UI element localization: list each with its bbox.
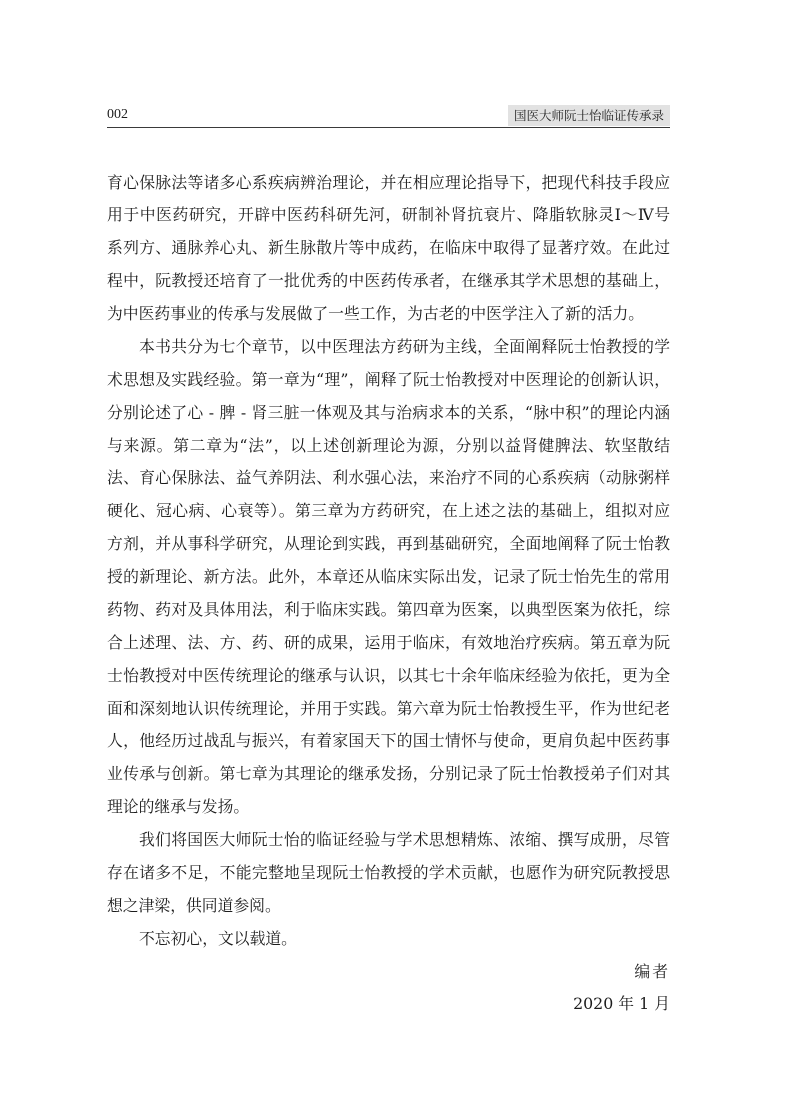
paragraph-3 <box>107 824 670 923</box>
paragraph-2 <box>107 331 670 824</box>
page-number: 002 <box>107 107 128 122</box>
paragraph-line: 业传承与创新。第七章为其理论的继承发扬，分别记录了阮士怡教授弟子们对其 <box>107 764 670 784</box>
paragraph-line: 我们将国医大师阮士怡的临证经验与学术思想精炼、浓缩、撰写成册，尽管 <box>139 830 670 849</box>
paragraph-line: 与来源。第二章为“法”，以上述创新理论为源，分别以益肾健脾法、软坚散结 <box>107 435 670 455</box>
paragraph-line: 为中医药事业的传承与发展做了一些工作，为古老的中医学注入了新的活力。 <box>107 304 645 323</box>
paragraph-line: 合上述理、法、方、药、研的成果，运用于临床，有效地治疗疾病。第五章为阮 <box>107 632 670 652</box>
signature-date: 2020 年 1 月 <box>573 994 670 1014</box>
paragraph-1 <box>107 167 670 331</box>
header-rule <box>107 127 670 128</box>
paragraph-line: 本书共分为七个章节，以中医理法方药研为主线，全面阐释阮士怡教授的学 <box>139 336 670 356</box>
paragraph-line: 存在诸多不足，不能完整地呈现阮士怡教授的学术贡献，也愿作为研究阮教授思 <box>107 862 670 882</box>
paragraph-line: 面和深刻地认识传统理论，并用于实践。第六章为阮士怡教授生平，作为世纪老 <box>107 698 670 718</box>
paragraph-line: 理论的继承与发扬。 <box>107 797 250 817</box>
paragraph-line: 药物、药对及具体用法，利于临床实践。第四章为医案，以典型医案为依托，综 <box>107 599 670 619</box>
paragraph-line: 硬化、冠心病、心衰等）。第三章为方药研究，在上述之法的基础上，组拟对应 <box>107 501 670 521</box>
paragraph-line: 士怡教授对中医传统理论的继承与认识，以其七十余年临床经验为依托，更为全 <box>107 665 670 685</box>
paragraph-line: 育心保脉法等诸多心系疾病辨治理论，并在相应理论指导下，把现代科技手段应 <box>107 172 670 192</box>
paragraph-4 <box>107 923 670 956</box>
paragraph-line: 授的新理论、新方法。此外，本章还从临床实际出发，记录了阮士怡先生的常用 <box>107 567 670 586</box>
paragraph-line: 人，他经历过战乱与振兴，有着家国天下的国士情怀与使命，更肩负起中医药事 <box>107 731 670 751</box>
paragraph-line: 方剂，并从事科学研究，从理论到实践，再到基础研究，全面地阐释了阮士怡教 <box>107 534 670 554</box>
running-book-title: 国医大师阮士怡临证传承录 <box>508 105 670 126</box>
paragraph-line: 想之津梁，供同道参阅。 <box>107 895 281 915</box>
paragraph-line: 法、育心保脉法、益气养阴法、利水强心法，来治疗不同的心系疾病（动脉粥样 <box>107 468 670 488</box>
paragraph-line: 术思想及实践经验。第一章为“理”，阐释了阮士怡教授对中医理论的创新认识， <box>107 369 670 389</box>
paragraph-line: 系列方、通脉养心丸、新生脉散片等中成药，在临床中取得了显著疗效。在此过 <box>107 238 670 258</box>
main-text <box>107 167 670 1022</box>
signature-block <box>107 956 670 1022</box>
paragraph-line: 程中，阮教授还培育了一批优秀的中医药传承者，在继承其学术思想的基础上， <box>107 271 670 291</box>
paragraph-line: 不忘初心，文以载道。 <box>139 928 297 948</box>
signature-author: 编者 <box>634 961 670 981</box>
paragraph-line: 用于中医药研究，开辟中医药科研先河，研制补肾抗衰片、降脂软脉灵Ⅰ～Ⅳ号 <box>107 205 670 225</box>
paragraph-line: 分别论述了心 - 脾 - 肾三脏一体观及其与治病求本的关系，“脉中积”的理论内涵 <box>107 402 670 422</box>
